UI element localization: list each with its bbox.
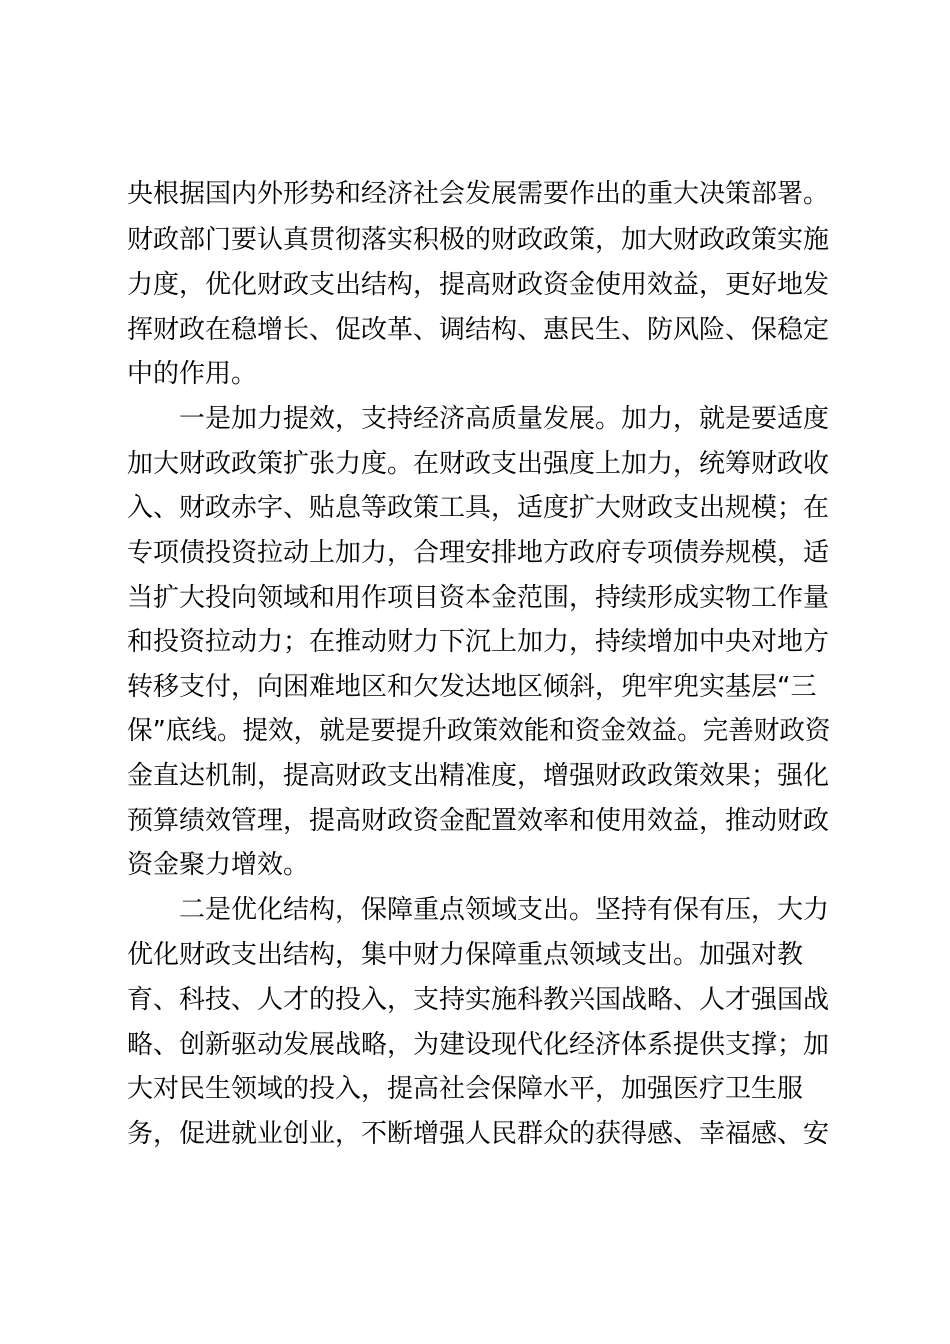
- text-line: 中的作用。: [127, 359, 258, 389]
- text-line: 加大财政政策扩张力度。在财政支出强度上加力，统筹财政收: [127, 449, 830, 479]
- text-line: 入、财政赤字、贴息等政策工具，适度扩大财政支出规模；在: [127, 493, 830, 523]
- text-line: 资金聚力增效。: [127, 850, 310, 880]
- paragraph-start-line: 一是加力提效，支持经济高质量发展。加力，就是要适度: [179, 404, 830, 434]
- paragraph-start-line: 二是优化结构，保障重点领域支出。坚持有保有压，大力: [179, 895, 830, 925]
- text-line: 当扩大投向领域和用作项目资本金范围，持续形成实物工作量: [127, 583, 830, 613]
- text-line: 挥财政在稳增长、促改革、调结构、惠民生、防风险、保稳定: [127, 315, 830, 345]
- text-line: 务，促进就业创业，不断增强人民群众的获得感、幸福感、安: [127, 1119, 830, 1149]
- text-line: 专项债投资拉动上加力，合理安排地方政府专项债券规模，适: [127, 538, 830, 568]
- text-line: 和投资拉动力；在推动财力下沉上加力，持续增加中央对地方: [127, 627, 830, 657]
- text-line: 优化财政支出结构，集中财力保障重点领域支出。加强对教: [127, 940, 804, 970]
- text-line: 力度，优化财政支出结构，提高财政资金使用效益，更好地发: [127, 270, 830, 300]
- text-line: 央根据国内外形势和经济社会发展需要作出的重大决策部署。: [127, 179, 830, 209]
- text-line: 转移支付，向困难地区和欠发达地区倾斜，兜牢兜实基层“三: [127, 672, 817, 702]
- text-line: 略、创新驱动发展战略，为建设现代化经济体系提供支撑；加: [127, 1030, 830, 1060]
- text-line: 育、科技、人才的投入，支持实施科教兴国战略、人才强国战: [127, 985, 830, 1015]
- text-line: 预算绩效管理，提高财政资金配置效率和使用效益，推动财政: [127, 806, 830, 836]
- text-line: 保”底线。提效，就是要提升政策效能和资金效益。完善财政资: [127, 716, 831, 746]
- text-line: 金直达机制，提高财政支出精准度，增强财政政策效果；强化: [127, 761, 830, 791]
- text-line: 财政部门要认真贯彻落实积极的财政政策，加大财政政策实施: [127, 225, 830, 255]
- text-line: 大对民生领域的投入，提高社会保障水平，加强医疗卫生服: [127, 1074, 804, 1104]
